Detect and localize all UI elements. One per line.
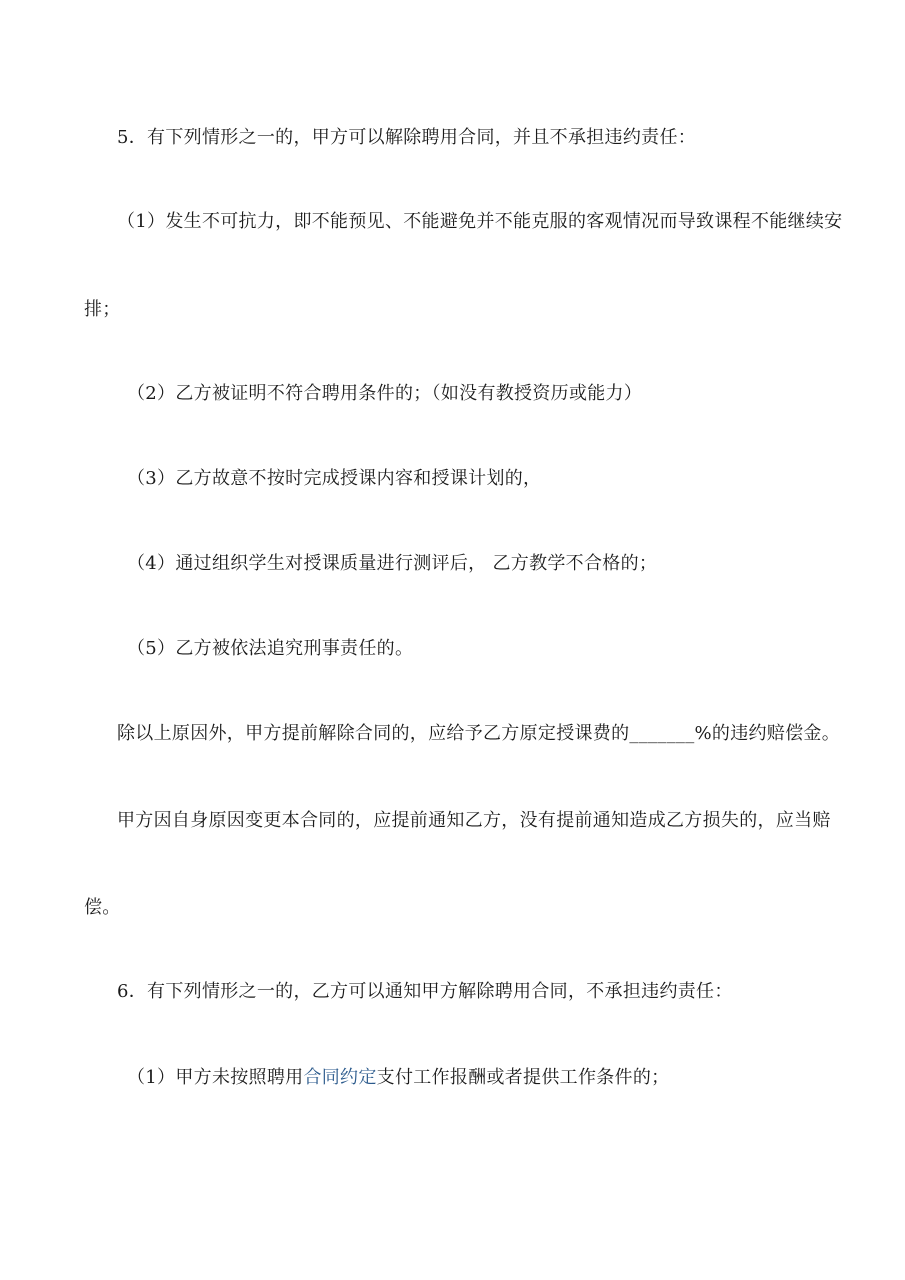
clause-5-item-2: （2）乙方被证明不符合聘用条件的；（如没有教授资历或能力） bbox=[127, 383, 643, 404]
clause-5-item-3: （3）乙方故意不按时完成授课内容和授课计划的， bbox=[127, 468, 542, 489]
clause-5-heading: 5．有下列情形之一的，甲方可以解除聘用合同，并且不承担违约责任： bbox=[117, 127, 697, 148]
change-notice-line-2: 偿。 bbox=[84, 897, 121, 918]
clause-6-item-1-suffix: 支付工作报酬或者提供工作条件的； bbox=[376, 1067, 670, 1088]
change-notice-line-1: 甲方因自身原因变更本合同的，应提前通知乙方，没有提前通知造成乙方损失的，应当赔 bbox=[117, 810, 831, 831]
clause-5-item-5: （5）乙方被依法追究刑事责任的。 bbox=[127, 638, 414, 659]
clause-6-item-1-prefix: （1）甲方未按照聘用 bbox=[127, 1067, 304, 1088]
clause-5-item-1-line-2: 排； bbox=[84, 299, 121, 320]
clause-6-item-1 bbox=[127, 1066, 669, 1090]
clause-5-item-1-line-1: （1）发生不可抗力，即不能预见、不能避免并不能克服的客观情况而导致课程不能继续安 bbox=[117, 211, 843, 232]
contract-agreement-link[interactable]: 合同约定 bbox=[303, 1067, 377, 1088]
clause-6-heading: 6．有下列情形之一的，乙方可以通知甲方解除聘用合同，不承担违约责任： bbox=[117, 981, 733, 1002]
clause-5-item-4: （4）通过组织学生对授课质量进行测评后， 乙方教学不合格的； bbox=[127, 553, 658, 574]
compensation-paragraph: 除以上原因外，甲方提前解除合同的，应给予乙方原定授课费的_______%的违约赔偿金。 bbox=[117, 723, 840, 744]
